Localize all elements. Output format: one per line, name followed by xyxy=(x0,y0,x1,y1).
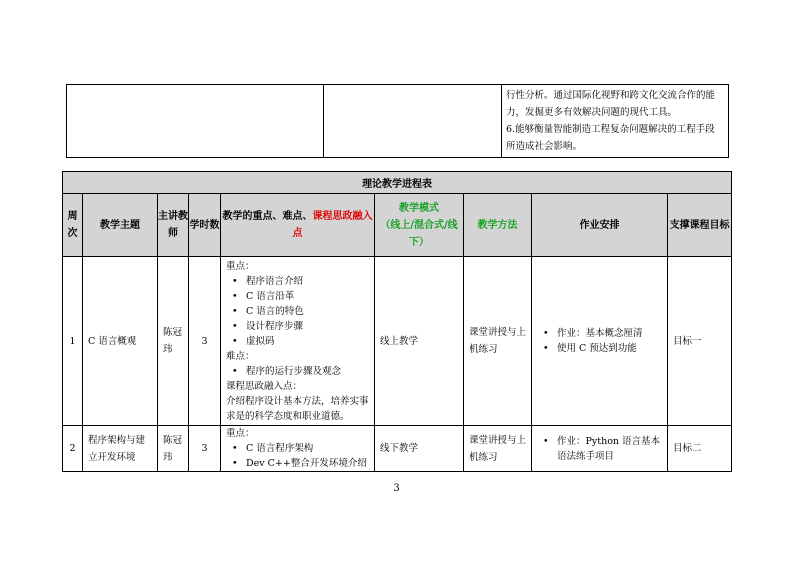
homework-cell xyxy=(532,426,668,472)
teacher-cell: 陈冠玮 xyxy=(158,426,189,472)
list-item: • 程序语言介绍 xyxy=(226,274,369,289)
ideology-text: 介绍程序设计基本方法，培养实事求是的科学态度和职业道德。 xyxy=(226,395,369,422)
key-label: 重点： xyxy=(226,428,255,439)
target-cell: 目标一 xyxy=(668,257,732,426)
teacher-cell: 陈冠玮 xyxy=(158,257,189,426)
continuation-cell-2 xyxy=(324,85,502,158)
objective-line: 所造成社会影响。 xyxy=(506,141,583,152)
points-cell xyxy=(221,257,375,426)
continuation-cell-3 xyxy=(502,85,729,158)
points-cell xyxy=(221,426,375,472)
header-hours: 学时数 xyxy=(189,194,221,257)
difficulty-label: 难点： xyxy=(226,350,255,362)
method-cell: 课堂讲授与上机练习 xyxy=(464,257,532,426)
header-method: 教学方法 xyxy=(464,194,532,257)
header-mode-title: 教学模式 xyxy=(399,202,439,214)
topic-cell: 程序架构与建立开发环境 xyxy=(83,426,158,472)
topic-cell: C 语言概观 xyxy=(83,257,158,426)
list-item: • 作业：Python 语言基本语法练手项目 xyxy=(537,434,662,464)
header-target: 支撑课程目标 xyxy=(668,194,732,257)
header-mode-options: （线上/混合式/线下） xyxy=(380,219,458,248)
objective-line: 行性分析。通过国际化视野和跨文化交流合作的能 xyxy=(506,90,716,101)
header-points xyxy=(221,194,375,257)
homework-cell xyxy=(532,257,668,426)
method-cell: 课堂讲授与上机练习 xyxy=(464,426,532,472)
continuation-table xyxy=(66,84,729,158)
week-cell: 2 xyxy=(63,426,83,472)
header-mode xyxy=(375,194,464,257)
key-label: 重点： xyxy=(226,260,255,272)
objective-line: 力，发掘更多有效解决问题的现代工具。 xyxy=(506,107,678,118)
list-item: • C 语言沿革 xyxy=(226,289,369,304)
header-teacher: 主讲教师 xyxy=(158,194,189,257)
ideology-label: 课程思政融入点： xyxy=(226,380,303,392)
header-week: 周次 xyxy=(63,194,83,257)
page-number: 3 xyxy=(393,483,400,494)
header-homework: 作业安排 xyxy=(532,194,668,257)
table-row xyxy=(63,426,732,472)
header-ideology-text: 课程思政融入点 xyxy=(292,211,373,239)
list-item: • 使用 C 预达到功能 xyxy=(537,341,662,356)
list-item: • C 语言程序架构 xyxy=(226,441,369,456)
teaching-progress-table xyxy=(62,171,732,472)
target-cell: 目标二 xyxy=(668,426,732,472)
list-item: • 作业：基本概念厘清 xyxy=(537,326,662,341)
list-item: • 设计程序步骤 xyxy=(226,319,369,334)
mode-cell: 线上教学 xyxy=(375,257,464,426)
week-cell: 1 xyxy=(63,257,83,426)
list-item: • Dev C++整合开发环境介绍 xyxy=(226,456,369,471)
list-item: • 虚拟码 xyxy=(226,334,369,349)
hours-cell: 3 xyxy=(189,257,221,426)
header-points-text: 教学的重点、难点、 xyxy=(222,211,313,222)
header-topic: 教学主题 xyxy=(83,194,158,257)
continuation-cell-1 xyxy=(67,85,324,158)
mode-cell: 线下教学 xyxy=(375,426,464,472)
table-row xyxy=(63,257,732,426)
objective-line: 6.能够衡量智能制造工程复杂问题解决的工程手段 xyxy=(506,124,715,135)
table-title: 理论教学进程表 xyxy=(63,172,732,194)
hours-cell: 3 xyxy=(189,426,221,472)
list-item: • C 语言的特色 xyxy=(226,304,369,319)
list-item: • 程序的运行步骤及观念 xyxy=(226,364,369,379)
